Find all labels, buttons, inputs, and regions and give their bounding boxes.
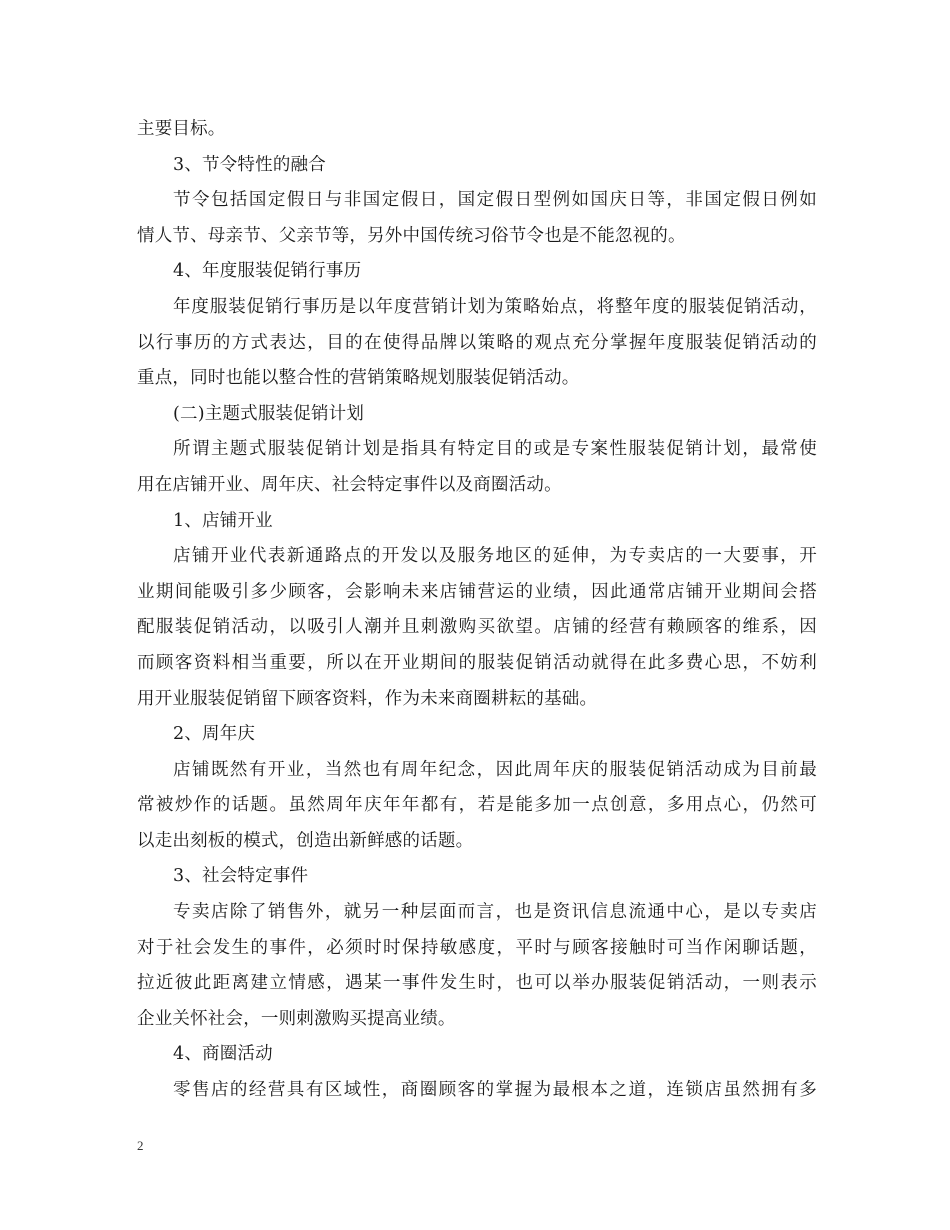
document-body [137,112,817,1109]
text-line: 主要目标。 [137,119,226,139]
text-line: (二)主题式服装促销计划 [173,403,365,424]
text-line: 3、社会特定事件 [173,866,309,887]
page-number: 2 [137,1138,144,1153]
text-line: 4、年度服装促销行事历 [173,261,362,282]
text-line: 拉近彼此距离建立情感，遇某一事件发生时，也可以举办服装促销活动，一则表示 [137,973,817,994]
text-line: 专卖店除了销售外，就另一种层面而言，也是资讯信息流通中心，是以专卖店 [173,902,817,923]
text-line: 2、周年庆 [173,724,256,745]
text-line: 配服装促销活动，以吸引人潮并且刺激购买欲望。店铺的经营有赖顾客的维系，因 [137,617,817,638]
text-line: 对于社会发生的事件，必须时时保持敏感度，平时与顾客接触时可当作闲聊话题， [137,937,817,958]
text-line: 3、节令特性的融合 [173,154,326,175]
text-line: 零售店的经营具有区域性，商圈顾客的掌握为最根本之道，连锁店虽然拥有多 [173,1080,817,1101]
text-line: 以行事历的方式表达，目的在使得品牌以策略的观点充分掌握年度服装促销活动的 [137,332,817,353]
text-line: 以走出刻板的模式，创造出新鲜感的话题。 [137,830,474,851]
text-line: 店铺既然有开业，当然也有周年纪念，因此周年庆的服装促销活动成为目前最 [173,759,817,780]
text-line: 4、商圈活动 [173,1044,273,1065]
text-line: 企业关怀社会，一则刺激购买提高业绩。 [137,1008,456,1029]
text-line: 情人节、母亲节、父亲节等，另外中国传统习俗节令也是不能忽视的。 [137,225,686,246]
text-line: 年度服装促销行事历是以年度营销计划为策略始点，将整年度的服装促销活动， [173,296,817,317]
text-line: 所谓主题式服装促销计划是指具有特定目的或是专案性服装促销计划，最常使 [173,439,817,460]
text-line: 用在店铺开业、周年庆、社会特定事件以及商圈活动。 [137,474,562,495]
text-line: 业期间能吸引多少顾客，会影响未来店铺营运的业绩，因此通常店铺开业期间会搭 [137,581,817,602]
text-line: 而顾客资料相当重要，所以在开业期间的服装促销活动就得在此多费心思，不妨利 [137,652,817,673]
text-line: 1、店铺开业 [173,510,273,531]
text-line: 重点，同时也能以整合性的营销策略规划服装促销活动。 [137,368,580,389]
text-line: 用开业服装促销留下顾客资料，作为未来商圈耕耘的基础。 [137,688,598,709]
text-line: 常被炒作的话题。虽然周年庆年年都有，若是能多加一点创意，多用点心，仍然可 [137,795,817,816]
text-line: 节令包括国定假日与非国定假日，国定假日型例如国庆日等，非国定假日例如 [173,190,817,211]
text-line: 店铺开业代表新通路点的开发以及服务地区的延伸，为专卖店的一大要事，开 [173,546,817,567]
